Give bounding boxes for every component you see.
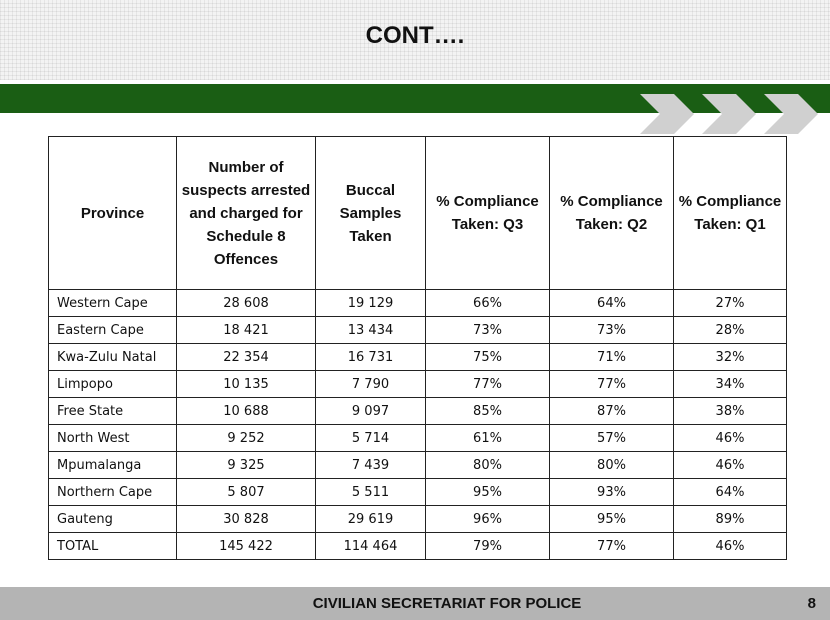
q2-cell: 80% <box>550 452 674 479</box>
q3-cell: 61% <box>426 425 550 452</box>
compliance-table <box>48 136 787 560</box>
q1-cell: 46% <box>674 452 787 479</box>
q1-cell: 46% <box>674 425 787 452</box>
suspects-cell: 145 422 <box>177 533 316 560</box>
table-row <box>49 479 787 506</box>
buccal-cell: 19 129 <box>316 290 426 317</box>
suspects-cell: 9 252 <box>177 425 316 452</box>
buccal-cell: 7 439 <box>316 452 426 479</box>
q2-cell: 77% <box>550 371 674 398</box>
chevron-arrow-2 <box>702 94 756 134</box>
buccal-cell: 5 714 <box>316 425 426 452</box>
q1-cell: 38% <box>674 398 787 425</box>
table-row <box>49 290 787 317</box>
table-row <box>49 344 787 371</box>
suspects-cell: 9 325 <box>177 452 316 479</box>
province-cell: Northern Cape <box>49 479 177 506</box>
q3-cell: 73% <box>426 317 550 344</box>
province-cell: TOTAL <box>49 533 177 560</box>
q1-cell: 28% <box>674 317 787 344</box>
buccal-cell: 29 619 <box>316 506 426 533</box>
footer-organization: CIVILIAN SECRETARIAT FOR POLICE <box>312 595 582 612</box>
table-row <box>49 506 787 533</box>
q3-cell: 95% <box>426 479 550 506</box>
q2-cell: 71% <box>550 344 674 371</box>
province-cell: Gauteng <box>49 506 177 533</box>
table-row <box>49 371 787 398</box>
q3-cell: 80% <box>426 452 550 479</box>
q3-cell: 77% <box>426 371 550 398</box>
q1-cell: 34% <box>674 371 787 398</box>
suspects-cell: 10 688 <box>177 398 316 425</box>
q2-cell: 87% <box>550 398 674 425</box>
suspects-cell: 28 608 <box>177 290 316 317</box>
header-compliance-q2: % Compliance Taken: Q2 <box>550 137 674 290</box>
buccal-cell: 13 434 <box>316 317 426 344</box>
province-cell: North West <box>49 425 177 452</box>
q1-cell: 64% <box>674 479 787 506</box>
q1-cell: 27% <box>674 290 787 317</box>
q2-cell: 73% <box>550 317 674 344</box>
q1-cell: 32% <box>674 344 787 371</box>
province-cell: Free State <box>49 398 177 425</box>
header-province: Province <box>49 137 177 290</box>
buccal-cell: 5 511 <box>316 479 426 506</box>
buccal-cell: 16 731 <box>316 344 426 371</box>
province-cell: Eastern Cape <box>49 317 177 344</box>
q2-cell: 95% <box>550 506 674 533</box>
chevron-arrow-1 <box>640 94 694 134</box>
province-cell: Kwa-Zulu Natal <box>49 344 177 371</box>
table-row <box>49 452 787 479</box>
table-row <box>49 398 787 425</box>
footer-bar <box>0 587 830 620</box>
q1-cell: 46% <box>674 533 787 560</box>
buccal-cell: 7 790 <box>316 371 426 398</box>
table-row <box>49 317 787 344</box>
table-row <box>49 425 787 452</box>
buccal-cell: 114 464 <box>316 533 426 560</box>
province-cell: Mpumalanga <box>49 452 177 479</box>
q1-cell: 89% <box>674 506 787 533</box>
q3-cell: 96% <box>426 506 550 533</box>
slide-title: CONT…. <box>365 22 465 49</box>
suspects-cell: 5 807 <box>177 479 316 506</box>
table-header-row <box>49 137 787 290</box>
q3-cell: 79% <box>426 533 550 560</box>
header-compliance-q1: % Compliance Taken: Q1 <box>674 137 787 290</box>
header-buccal-samples: Buccal Samples Taken <box>316 137 426 290</box>
province-cell: Limpopo <box>49 371 177 398</box>
q2-cell: 64% <box>550 290 674 317</box>
page-number: 8 <box>807 595 816 612</box>
suspects-cell: 10 135 <box>177 371 316 398</box>
buccal-cell: 9 097 <box>316 398 426 425</box>
q2-cell: 77% <box>550 533 674 560</box>
chevron-arrows-icon <box>636 94 830 134</box>
chevron-arrow-3 <box>764 94 818 134</box>
header-compliance-q3: % Compliance Taken: Q3 <box>426 137 550 290</box>
province-cell: Western Cape <box>49 290 177 317</box>
q3-cell: 85% <box>426 398 550 425</box>
q3-cell: 75% <box>426 344 550 371</box>
header-suspects-arrested: Number of suspects arrested and charged for Schedule 8 Offences <box>177 137 316 290</box>
suspects-cell: 30 828 <box>177 506 316 533</box>
q3-cell: 66% <box>426 290 550 317</box>
q2-cell: 57% <box>550 425 674 452</box>
q2-cell: 93% <box>550 479 674 506</box>
suspects-cell: 18 421 <box>177 317 316 344</box>
suspects-cell: 22 354 <box>177 344 316 371</box>
table-row-total <box>49 533 787 560</box>
